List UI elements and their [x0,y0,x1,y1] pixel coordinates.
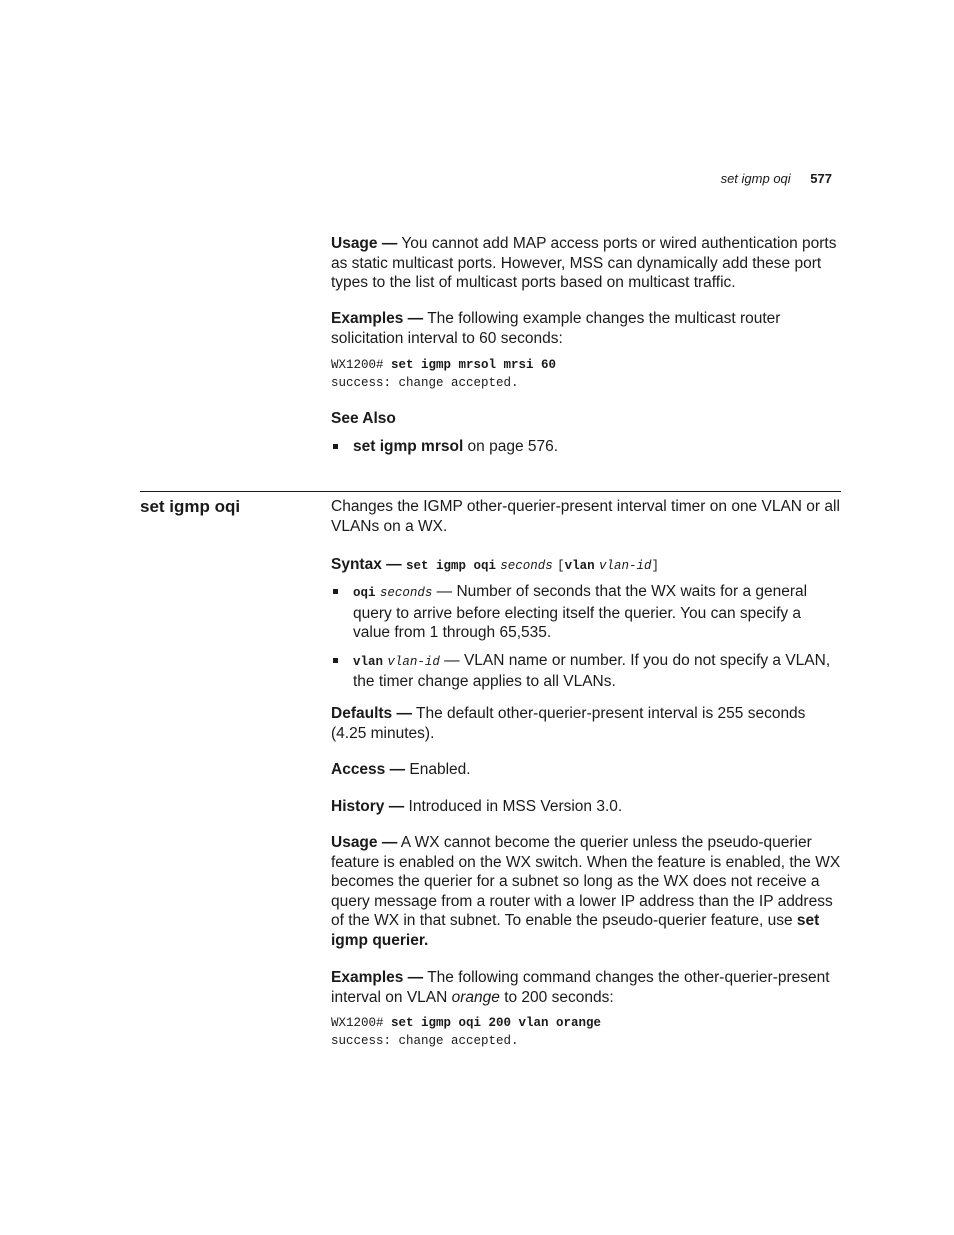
history-text: Introduced in MSS Version 3.0. [404,798,623,815]
history-lead: History — [331,798,405,815]
usage-text: You cannot add MAP access ports or wired authentication ports as static multicast ports. However, MSS can dynamically add these port types to the list of multicast ports based on multicast traffic. [331,235,837,291]
param-arg: vlan-id [387,654,440,669]
param-keyword: oqi [353,586,376,600]
examples-lead: Examples — [331,310,424,327]
prev-examples [331,309,841,348]
code2-prompt: WX1200# [331,1016,392,1030]
defaults-text: The default other-querier-present interval is 255 seconds (4.25 minutes). [331,705,806,742]
syntax-keyword: vlan [564,559,595,573]
prev-usage [331,234,841,293]
syntax-bracket-open: [ [557,559,565,573]
param-desc: — Number of seconds that the WX waits for a general query to arrive before electing itself the querier. You can specify a value from 1 through 65,535. [353,583,808,641]
examples-text: The following example changes the multicast router solicitation interval to 60 seconds: [331,310,781,347]
see-also-heading: See Also [331,410,396,427]
param-list [331,582,841,692]
examples-text: The following command changes the other-querier-present interval on VLAN [331,969,830,1006]
bullet-icon [333,658,338,663]
usage-text: A WX cannot become the querier unless the pseudo-querier feature is enabled on the WX switch. When the feature is enabled, the WX becomes the querier for a subnet so long as the WX does not receive a query message from a router with a lower IP address than the IP address of the WX in that subnet. To enable the pseudo-querier feature, use [331,834,841,929]
defaults [331,704,841,743]
code-block-1 [331,356,841,392]
code1-command: set igmp mrsol mrsi 60 [391,358,557,372]
running-header [721,171,832,186]
bullet-icon [333,444,338,449]
syntax-arg2: vlan-id [598,559,652,573]
syntax-arg: seconds [500,559,553,573]
section-divider [140,491,841,492]
list-item [331,651,841,692]
param-keyword: vlan [353,654,384,669]
access-lead: Access — [331,761,406,778]
code1-result: success: change accepted. [331,376,519,390]
code2-command: set igmp oqi 200 vlan orange [391,1016,602,1030]
usage [331,833,841,950]
examples-text-end: to 200 seconds: [499,988,614,1006]
usage-lead: Usage — [331,834,398,851]
page-number: 577 [810,171,832,186]
examples-vlan-name: orange [451,988,500,1006]
syntax-bracket-close: ] [651,559,659,573]
syntax-command: set igmp oqi [405,559,496,573]
usage-link[interactable]: set igmp querier. [331,912,820,949]
examples [331,968,841,1007]
syntax-lead: Syntax — [331,556,402,573]
see-also-link[interactable]: set igmp mrsol [353,438,464,455]
param-desc: — VLAN name or number. If you do not specify a VLAN, the timer change applies to all VLANs. [353,651,831,690]
access-text: Enabled. [405,761,471,778]
usage-lead: Usage — [331,235,398,252]
code-block-2 [331,1014,841,1050]
header-title: set igmp oqi [720,171,791,186]
see-also-list [331,437,841,457]
param-arg: seconds [379,586,433,600]
examples-lead: Examples — [331,969,424,986]
history [331,797,841,817]
section-intro: Changes the IGMP other-querier-present interval timer on one VLAN or all VLANs on a WX. [331,498,840,535]
section-title: set igmp oqi [140,497,241,516]
code2-result: success: change accepted. [331,1034,519,1048]
bullet-icon [333,589,338,594]
list-item [331,437,841,457]
defaults-lead: Defaults — [331,705,412,722]
code1-prompt: WX1200# [331,358,392,372]
list-item [331,582,841,643]
syntax [331,555,841,577]
see-also-text: on page 576. [463,438,559,455]
access [331,760,841,780]
